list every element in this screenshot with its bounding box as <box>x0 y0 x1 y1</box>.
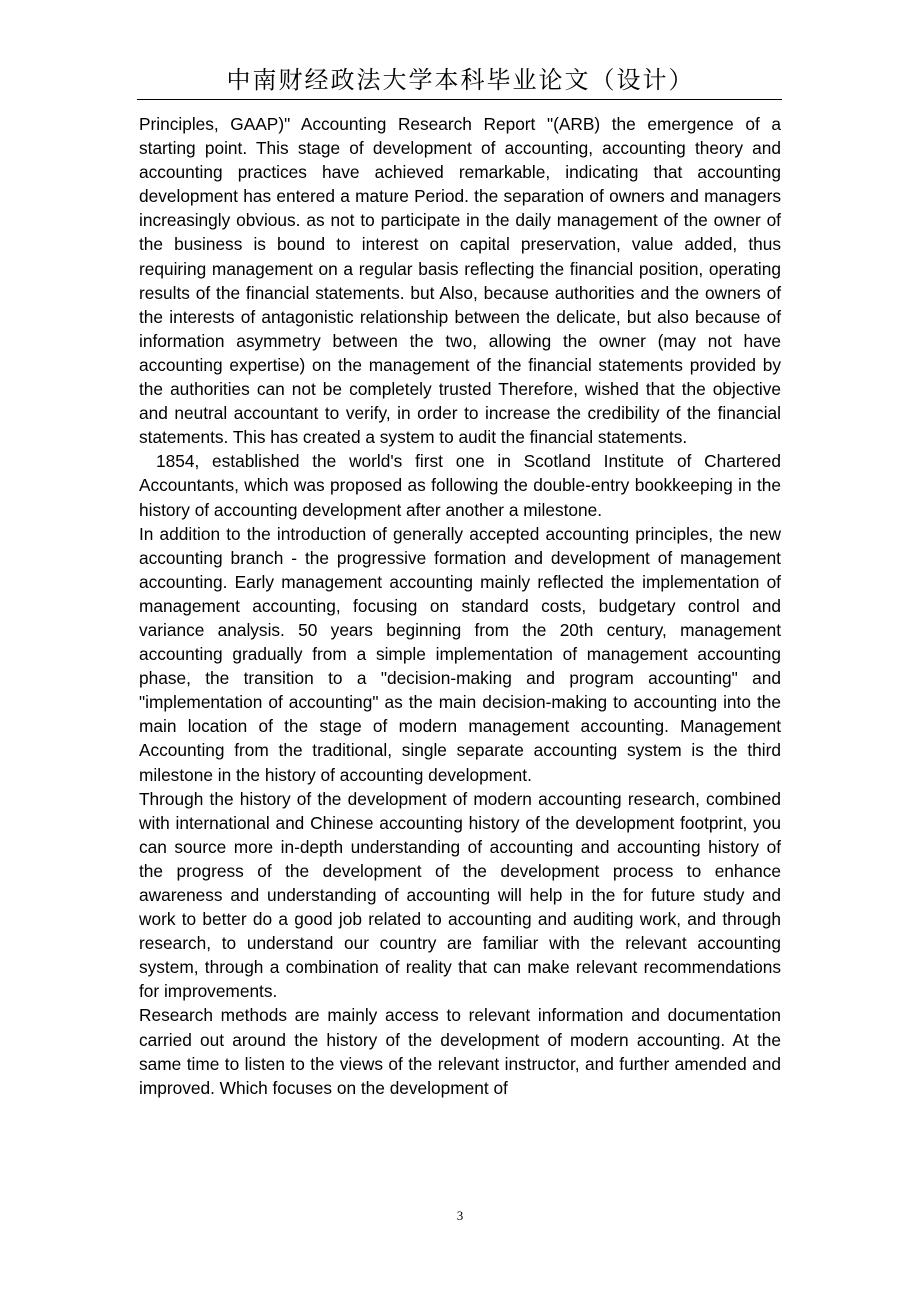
paragraph: Research methods are mainly access to relevant information and documentation carried out around the history of the development of modern accounting. At the same time to listen to the views of the relevant instructor, and further amended and improved. Which focuses on the development of <box>139 1005 781 1098</box>
page-header-title: 中南财经政法大学本科毕业论文（设计） <box>226 66 695 94</box>
paragraph: Principles, GAAP)" Accounting Research Report "(ARB) the emergence of a starting point. This stage of development of accounting, accounting theory and accounting practices have achieved remarkable, indicating that accounting development has entered a mature Period. the separation of owners and managers increasingly obvious. as not to participate in the daily management of the owner of the business is bound to interest on capital preservation, value added, thus requiring management on a regular basis reflecting the financial position, operating results of the financial statements. but Also, because authorities and the owners of the interests of antagonistic relationship between the delicate, but also because of information asymmetry between the two, allowing the owner (may not have accounting expertise) on the management of the financial statements provided by the authorities can not be completely trusted Therefore, wished that the objective and neutral accountant to verify, in order to increase the credibility of the financial statements. This has created a system to audit the financial statements. <box>139 114 781 448</box>
body-text <box>139 112 781 1100</box>
paragraph: Through the history of the development of modern accounting research, combined with international and Chinese accounting history of the development footprint, you can source more in-depth understanding of accounting and accounting history of the progress of the development of the development process to enhance awareness and understanding of accounting will help in the for future study and work to better do a good job related to accounting and auditing work, and through research, to understand our country are familiar with the relevant accounting system, through a combination of reality that can make relevant recommendations for improvements. <box>139 788 781 1002</box>
paragraph: In addition to the introduction of generally accepted accounting principles, the new accounting branch - the progressive formation and development of management accounting. Early management accounting mainly reflected the implementation of management accounting, focusing on standard costs, budgetary control and variance analysis. 50 years beginning from the 20th century, management accounting gradually from a simple implementation of management accounting phase, the transition to a "decision-making and program accounting" and "implementation of accounting" as the main decision-making to accounting into the main location of the stage of modern management accounting. Management Accounting from the traditional, single separate accounting system is the third milestone in the history of accounting development. <box>139 523 781 785</box>
paragraph: 1854, established the world's first one in Scotland Institute of Chartered Accountants, which was proposed as following the double-entry bookkeeping in the history of accounting development after another a milestone. <box>139 451 781 520</box>
header-rule <box>137 99 782 100</box>
page-number: 3 <box>456 1208 464 1223</box>
